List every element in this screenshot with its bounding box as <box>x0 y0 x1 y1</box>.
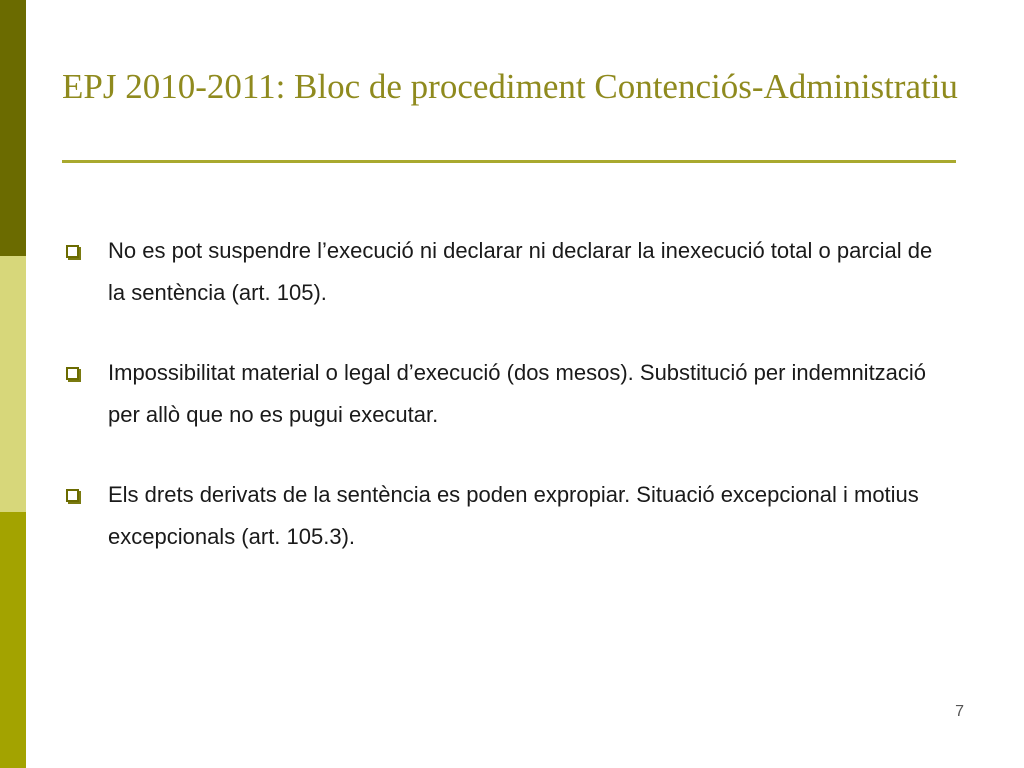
bullet-text: Els drets derivats de la sentència es poden expropiar. Situació excepcional i motius excepcionals (art. 105.3). <box>108 482 919 549</box>
slide-side-bar <box>0 0 26 768</box>
side-bar-mid-segment <box>0 512 26 768</box>
bullet-item <box>62 230 942 314</box>
page-number: 7 <box>955 703 964 720</box>
slide-title: EPJ 2010-2011: Bloc de procediment Contenciós-Administratiu <box>62 67 958 106</box>
hollow-square-bullet-icon <box>66 367 79 380</box>
hollow-square-bullet-icon <box>66 489 79 502</box>
hollow-square-bullet-icon <box>66 245 79 258</box>
bullet-text: No es pot suspendre l’execució ni declarar ni declarar la inexecució total o parcial de la sentència (art. 105). <box>108 238 933 305</box>
title-underline <box>62 160 956 163</box>
side-bar-dark-segment <box>0 0 26 256</box>
bullet-text: Impossibilitat material o legal d’execució (dos mesos). Substitució per indemnització per allò que no es pugui executar. <box>108 360 927 427</box>
bullet-item <box>62 474 942 558</box>
bullet-item <box>62 352 942 436</box>
side-bar-light-segment <box>0 256 26 512</box>
bullet-list <box>62 230 942 596</box>
